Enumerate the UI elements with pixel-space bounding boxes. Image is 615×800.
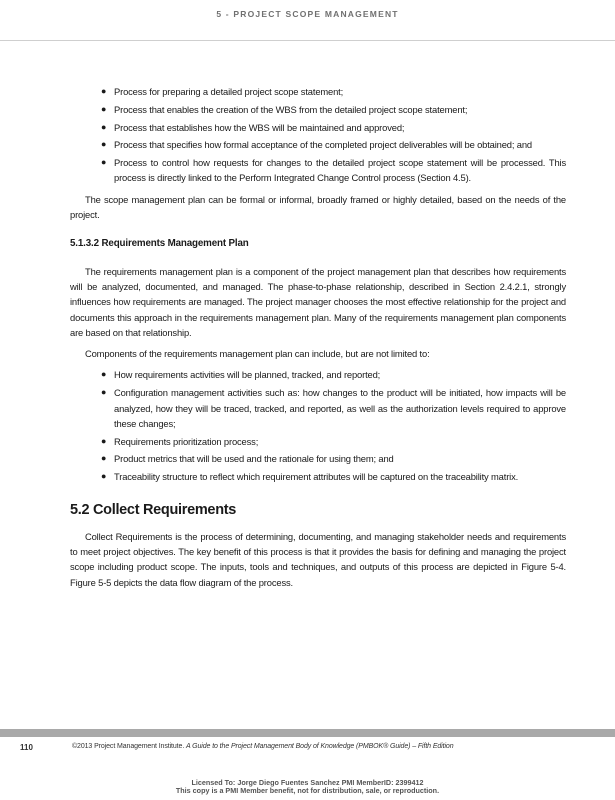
intro-bullet-list <box>70 84 566 186</box>
bullet-icon: ● <box>101 103 107 114</box>
bullet-icon: ● <box>101 435 107 446</box>
page-content <box>70 84 566 590</box>
components-bullet-list <box>70 367 566 484</box>
bullet-icon: ● <box>101 121 107 132</box>
copyright-notice <box>72 743 454 750</box>
components-intro-paragraph: Components of the requirements management plan can include, but are not limited to: <box>85 348 430 360</box>
list-item: ● Process that specifies how formal acceptance of the completed project deliverables will be obtained; and <box>70 137 566 152</box>
collect-requirements-paragraph: Collect Requirements is the process of determining, documenting, and managing stakeholder needs and requirements to meet project objectives. The key benefit of this process is that it provides the basis for defining and managing the project scope including product scope. The inputs, tools and techniques, and outputs of this process are depicted in Figure 5-4. Figure 5-5 depicts the data flow diagram of the process. <box>70 530 566 588</box>
license-line-1: Licensed To: Jorge Diego Fuentes Sanchez PMI MemberID: 2399412 <box>191 778 424 787</box>
list-item: ● Configuration management activities such as: how changes to the product will be initiated, how impacts will be analyzed, how they will be traced, tracked, and reported, as well as the authorization levels required to approve these changes; <box>101 387 566 429</box>
list-item: ● Process to control how requests for changes to the detailed project scope statement will be processed. This process is directly linked to the Perform Integrated Change Control process (Section 4.5). <box>101 157 566 184</box>
bullet-icon: ● <box>101 86 107 96</box>
copyright-prefix: ©2013 Project Management Institute. <box>72 743 187 750</box>
book-title: A Guide to the Project Management Body of Knowledge (PMBOK® Guide) – Fifth Edition <box>186 743 454 750</box>
list-item: ● Process that establishes how the WBS will be maintained and approved; <box>70 120 566 135</box>
section-heading-5-2: 5.2 Collect Requirements <box>70 501 237 518</box>
bullet-icon: ● <box>101 471 107 482</box>
bullet-icon: ● <box>101 369 107 380</box>
page-footer <box>0 740 615 756</box>
license-line-2: This copy is a PMI Member benefit, not for distribution, sale, or reproduction. <box>175 786 440 795</box>
license-notice <box>0 779 615 795</box>
section-heading-5-1-3-2: 5.1.3.2 Requirements Management Plan <box>70 238 249 250</box>
bullet-icon: ● <box>101 387 107 398</box>
footer-divider-band <box>0 729 615 737</box>
list-item: ● Traceability structure to reflect which requirement attributes will be captured on the traceability matrix. <box>70 469 566 484</box>
bullet-icon: ● <box>101 453 107 464</box>
requirements-plan-paragraph: The requirements management plan is a component of the project management plan that describes how requirements will be analyzed, documented, and managed. The phase-to-phase relationship, described in Section 2.4.2.1, strongly influences how requirements are managed. The project manager chooses the most effective relationship for the project and documents this approach in the requirements management plan. Many of the requirements management plan components are based on that relationship. <box>70 265 566 338</box>
chapter-title: 5 - PROJECT SCOPE MANAGEMENT <box>216 9 399 19</box>
running-header <box>0 0 615 41</box>
list-item: ● Process for preparing a detailed project scope statement; <box>70 84 566 99</box>
bullet-icon: ● <box>101 139 107 150</box>
list-item: ● Process that enables the creation of the WBS from the detailed project scope statement; <box>70 102 566 117</box>
list-item: ● Requirements prioritization process; <box>70 434 566 449</box>
scope-plan-paragraph: The scope management plan can be formal or informal, broadly framed or highly detailed, based on the needs of the project. <box>70 193 566 221</box>
bullet-icon: ● <box>101 157 107 168</box>
page-number: 110 <box>20 743 33 752</box>
list-item: ● How requirements activities will be planned, tracked, and reported; <box>70 367 566 382</box>
list-item: ● Product metrics that will be used and the rationale for using them; and <box>70 451 566 466</box>
